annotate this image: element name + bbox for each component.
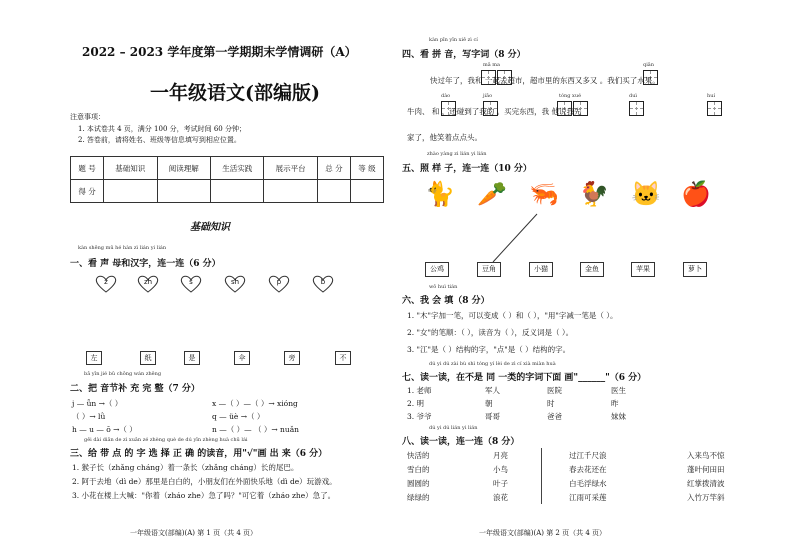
word-box[interactable]: 公鸡 (425, 262, 449, 277)
q3-line: 3. 小花在楼上大喊："你着（zháo zhe）急了吗？"可它着（zháo zhe）急了。 (72, 491, 336, 500)
char-box[interactable]: 不 (335, 351, 351, 365)
apple-picture: 🍎 (681, 180, 711, 208)
q7-word[interactable]: 爸爸 (547, 412, 562, 421)
q6-title: 六、我 会 填（8 分） (402, 296, 490, 306)
kitten-picture: 🐱 (631, 180, 661, 208)
q8-item[interactable]: 小鸟 (493, 465, 508, 474)
score-row-label: 得 分 (71, 180, 104, 203)
q6-line: 2. "女"的笔顺：（ ），读音为（ ），反义词是（ ）。 (407, 328, 574, 337)
q8-item[interactable]: 过江千尺浪 (569, 451, 607, 460)
q2-line: h — u — ō →（ ） (72, 425, 137, 434)
q2-title: 二、把 音节补 充 完 整（7 分） (70, 384, 200, 394)
q8-pinyin: dú yi dú lián yi lián (429, 425, 478, 431)
initial-label: s (189, 278, 193, 286)
q7-word[interactable]: 3. 爷爷 (407, 412, 432, 421)
initial-label: z (104, 278, 108, 286)
q8-item[interactable]: 绿绿的 (407, 493, 430, 502)
note-2: 2. 答卷前，请将姓名、班级等信息填写到相应位置。 (78, 136, 241, 144)
score-cell[interactable] (104, 180, 157, 203)
q2-pinyin: bǎ yīn jié bǔ chōng wán zhěng (84, 371, 162, 377)
q3-pinyin: gěi dài diǎn de zì xuǎn zé zhèng què de dú yīn zhèng huà chū lái (84, 437, 248, 443)
page-footer: 一年级语文(部编)(A) 第 2 页（共 4 页） (479, 529, 607, 537)
rooster-picture: 🐓 (579, 180, 609, 208)
q4-text-2: 牛肉、 和 ，还碰到了我的 。买完东西，我 他说我先 (407, 107, 582, 116)
q7-word[interactable]: 医院 (547, 386, 562, 395)
q1-title: 一、看 声 母和汉字，连一连（6 分） (70, 259, 221, 269)
q8-item[interactable]: 圆圆的 (407, 479, 430, 488)
q8-item[interactable]: 月亮 (493, 451, 508, 460)
initial-label: sh (230, 278, 240, 286)
q7-title: 七、读一读，在不是 同 一类的字词下面 画"______"（6 分） (402, 373, 647, 383)
q6-line: 1. "木"字加一笔，可以变成（ ）和（ ），"用"字减一笔是（ ）。 (407, 311, 618, 320)
q2-line: j — ǚn →（ ） (72, 399, 123, 408)
heart-initial[interactable] (137, 275, 159, 293)
note-1: 1. 本试卷共 4 页，满分 100 分，考试时间 60 分钟； (78, 125, 246, 133)
q8-item[interactable]: 雪白的 (407, 465, 430, 474)
pinyin-word: tóng xué (559, 93, 582, 99)
pinyin-word: qiān (643, 62, 655, 68)
q2-line: q — üè →（ ） (212, 412, 265, 421)
q6-pinyin: wǒ huì tián (429, 284, 458, 290)
q6-line: 3. "江"是（ ）结构的字，"点"是（ ）结构的字。 (407, 345, 571, 354)
initial-label: b (320, 278, 326, 286)
q3-title: 三、给 带 点 的 字 选 择 正 确 的读音，用"√"画 出 来（6 分） (70, 449, 328, 459)
q8-item[interactable]: 蓬叶何田田 (687, 465, 725, 474)
initial-label: zh (143, 278, 153, 286)
score-cell[interactable] (350, 180, 383, 203)
word-box[interactable]: 小猫 (529, 262, 553, 277)
notes-title: 注意事项： (70, 113, 105, 121)
score-header: 展示平台 (264, 157, 317, 180)
pinyin-word: dào (441, 93, 451, 99)
score-header: 等 级 (350, 157, 383, 180)
cat-picture: 🐈 (425, 180, 455, 208)
heart-initial[interactable] (180, 275, 202, 293)
exam-title: 2022 – 2023 学年度第一学期期末学情调研（A） (82, 45, 357, 59)
q8-item[interactable]: 入来鸟不惊 (687, 451, 725, 460)
q7-word[interactable]: 哥哥 (485, 412, 500, 421)
char-box[interactable]: 纸 (140, 351, 156, 365)
q7-word[interactable]: 妹妹 (611, 412, 626, 421)
column-divider (541, 448, 542, 504)
q7-word[interactable]: 1. 老师 (407, 386, 432, 395)
q2-line: n —（ ）— （ ）→ nuǎn (212, 425, 299, 434)
initial-label: p (276, 278, 282, 286)
score-header: 阅读理解 (157, 157, 210, 180)
heart-initial[interactable] (268, 275, 290, 293)
score-header: 题 号 (71, 157, 104, 180)
pinyin-word: duì (629, 93, 638, 99)
q7-word[interactable]: 2. 明 (407, 399, 425, 408)
char-box[interactable]: 左 (86, 351, 102, 365)
q8-item[interactable]: 浪花 (493, 493, 508, 502)
score-cell[interactable] (317, 180, 350, 203)
score-cell[interactable] (157, 180, 210, 203)
q7-word[interactable]: 时 (547, 399, 555, 408)
pinyin-word: mā ma (483, 62, 501, 68)
char-box[interactable]: 是 (184, 351, 200, 365)
q4-title: 四、看 拼 音，写字词（8 分） (402, 50, 526, 60)
shrimp-picture: 🦐 (529, 180, 559, 208)
q4-text-3: 家了，他笑着点点头。 (407, 133, 482, 142)
q1-pinyin: kàn shēng mǔ hé hàn zì lián yi lián (78, 245, 167, 251)
score-cell[interactable] (210, 180, 263, 203)
page-footer: 一年级语文(部编)(A) 第 1 页（共 4 页） (130, 529, 258, 537)
example-connect-line (397, 0, 794, 300)
score-cell[interactable] (264, 180, 317, 203)
heart-initial[interactable] (224, 275, 246, 293)
q4-pinyin: kàn pīn yīn xiě zì cí (429, 37, 478, 43)
word-box[interactable]: 豆角 (477, 262, 501, 277)
score-header: 总 分 (317, 157, 350, 180)
section-title: 基础知识 (190, 222, 230, 233)
q7-word[interactable]: 军人 (485, 386, 500, 395)
q8-item[interactable]: 红掌拨清波 (687, 479, 725, 488)
heart-initial[interactable] (95, 275, 117, 293)
q3-line: 1. 猴子长（zhǎng cháng）着一条长（zhǎng cháng）长的尾巴。 (72, 463, 299, 472)
word-box[interactable]: 苹果 (631, 262, 655, 277)
carrot-picture: 🥕 (477, 180, 507, 208)
q7-pinyin: dú yi dú zài bù shì tóng yí lèi de zì cí xià miàn huà (429, 361, 556, 367)
q7-word[interactable]: 朝 (485, 399, 493, 408)
score-header: 基础知识 (104, 157, 157, 180)
q8-item[interactable]: 江雨可采莲 (569, 493, 607, 502)
q3-line: 2. 阿于去地（dì de）那里是白白的，小朋友们在外面快乐地（dì de）玩游戏。 (72, 477, 337, 486)
q8-title: 八、读一读，连一连（8 分） (402, 437, 520, 447)
word-box[interactable]: 金鱼 (580, 262, 604, 277)
score-header: 生活实践 (210, 157, 263, 180)
pinyin-word: jiāo (483, 93, 493, 99)
q7-word[interactable]: 医生 (611, 386, 626, 395)
word-box[interactable]: 萝卜 (683, 262, 707, 277)
q2-line: x —（ ）—（ ）→ xióng (212, 399, 298, 408)
score-table (70, 156, 384, 203)
q5-pinyin: zhào yàng zi lián yi lián (427, 151, 487, 157)
q8-item[interactable]: 入竹万竿斜 (687, 493, 725, 502)
q8-item[interactable]: 春去花还在 (569, 465, 607, 474)
q7-word[interactable]: 昨 (611, 399, 619, 408)
char-box[interactable]: 伞 (234, 351, 250, 365)
q8-item[interactable]: 叶子 (493, 479, 508, 488)
q5-title: 五、照 样 子，连一连（10 分） (402, 164, 532, 174)
heart-initial[interactable] (312, 275, 334, 293)
char-box[interactable]: 旁 (284, 351, 300, 365)
right-page (397, 0, 794, 543)
q8-item[interactable]: 白毛浮绿水 (569, 479, 607, 488)
subject-title: 一年级语文(部编版) (150, 82, 320, 104)
pinyin-word: huí (707, 93, 716, 99)
q4-text-1: 快过年了，我和 一起去超市，超市里的东西又多又 。我们买了水果。 (430, 76, 660, 85)
q8-item[interactable]: 快活的 (407, 451, 430, 460)
q2-line: （ ）→ lǜ (72, 412, 106, 421)
